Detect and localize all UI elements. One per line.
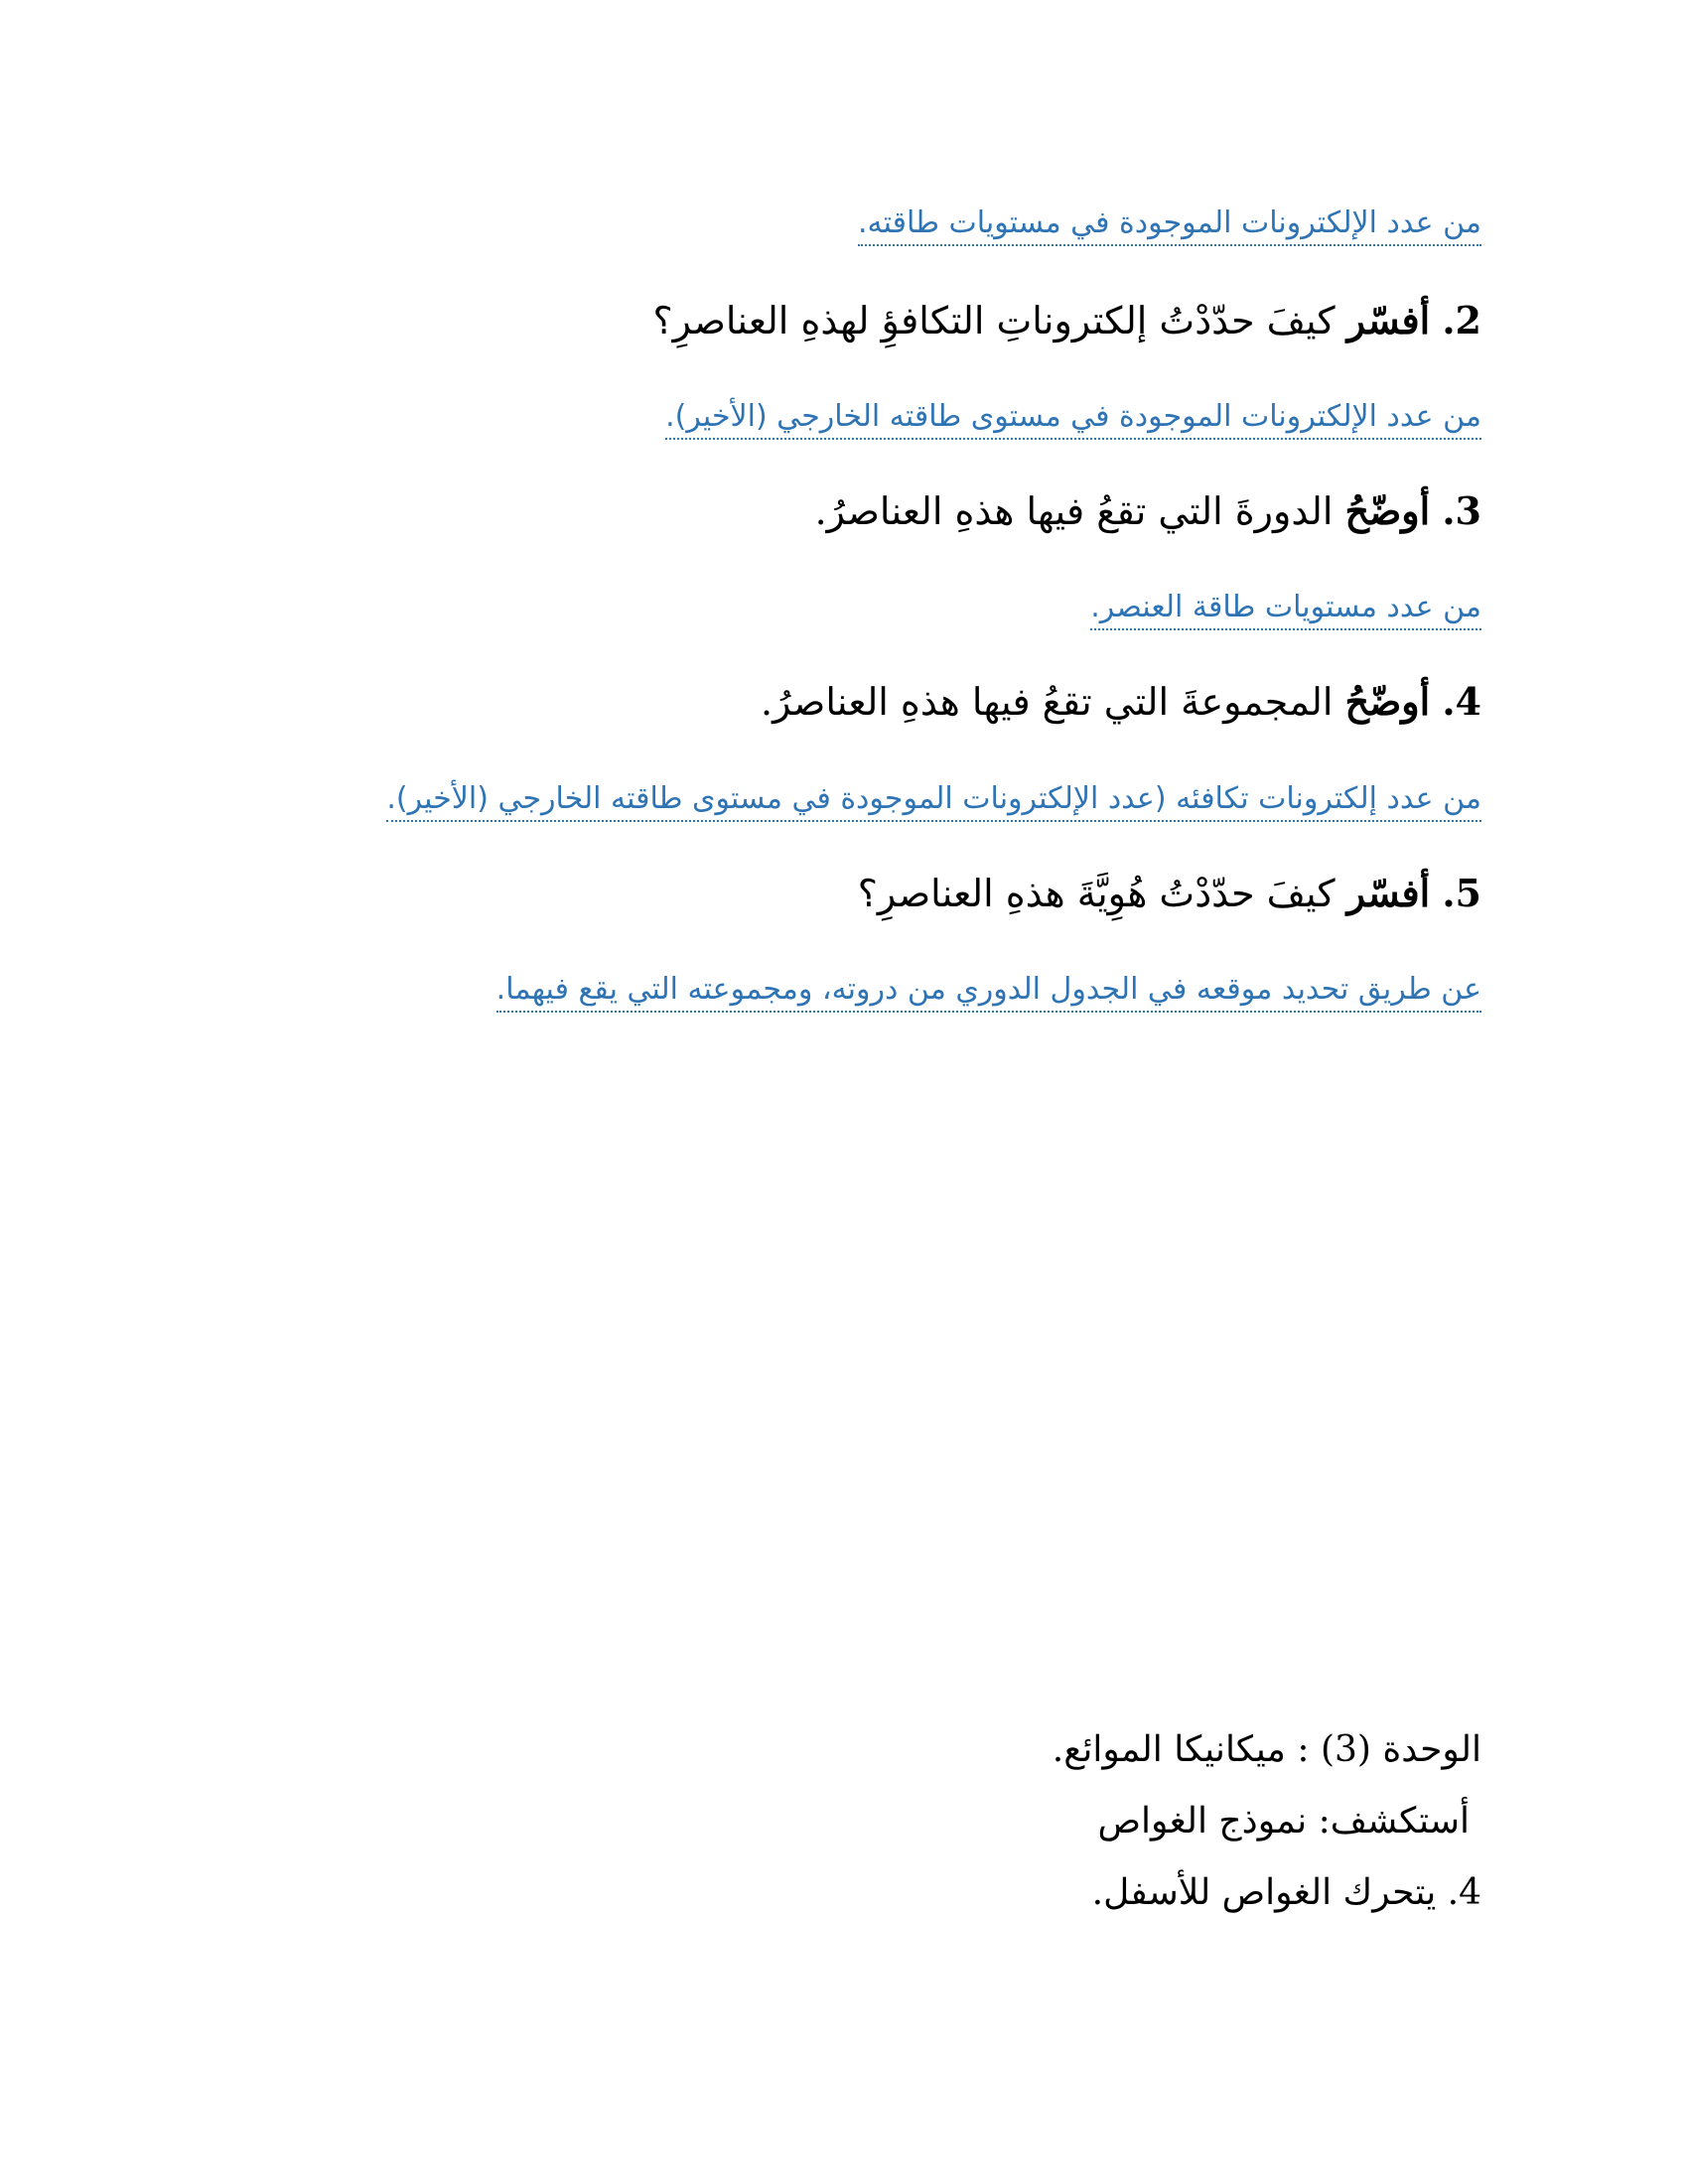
question-3-number: 3. — [1442, 488, 1481, 533]
question-3 — [815, 486, 1481, 536]
question-4-verb: أوضّحُ — [1344, 679, 1431, 724]
question-2-number: 2. — [1442, 298, 1481, 342]
answer-1: من عدد الإلكترونات الموجودة في مستويات طاقته. — [858, 204, 1481, 246]
unit-heading: الوحدة (3) : ميكانيكا الموائع. — [1052, 1729, 1481, 1770]
answer-5: عن طريق تحديد موقعه في الجدول الدوري من دروته، ومجموعته التي يقع فيهما. — [496, 970, 1481, 1013]
explore-item-4: 4. يتحرك الغواص للأسفل. — [1091, 1872, 1481, 1913]
question-2-verb: أفسّر — [1346, 298, 1431, 342]
question-3-verb: أوضّحُ — [1344, 488, 1431, 533]
question-2 — [652, 296, 1481, 345]
question-5-text: كيفَ حدّدْتُ هُوِيَّةَ هذهِ العناصرِ؟ — [857, 872, 1347, 915]
question-5-number: 5. — [1442, 871, 1481, 915]
question-4 — [761, 677, 1481, 727]
question-4-number: 4. — [1442, 679, 1481, 724]
answer-4: من عدد إلكترونات تكافئه (عدد الإلكترونات الموجودة في مستوى طاقته الخارجي (الأخير). — [386, 779, 1481, 822]
explore-heading: أستكشف: نموذج الغواص — [1097, 1801, 1470, 1842]
answer-2: من عدد الإلكترونات الموجودة في مستوى طاقته الخارجي (الأخير). — [665, 397, 1481, 440]
question-3-text: الدورةَ التي تقعُ فيها هذهِ العناصرُ. — [814, 489, 1345, 533]
answer-3: من عدد مستويات طاقة العنصر. — [1090, 588, 1481, 630]
question-2-text: كيفَ حدّدْتُ إلكتروناتِ التكافؤِ لهذهِ العناصرِ؟ — [652, 299, 1347, 342]
question-4-text: المجموعةَ التي تقعُ فيها هذهِ العناصرُ. — [761, 680, 1345, 724]
question-5-verb: أفسّر — [1346, 871, 1431, 915]
question-5 — [858, 869, 1481, 918]
